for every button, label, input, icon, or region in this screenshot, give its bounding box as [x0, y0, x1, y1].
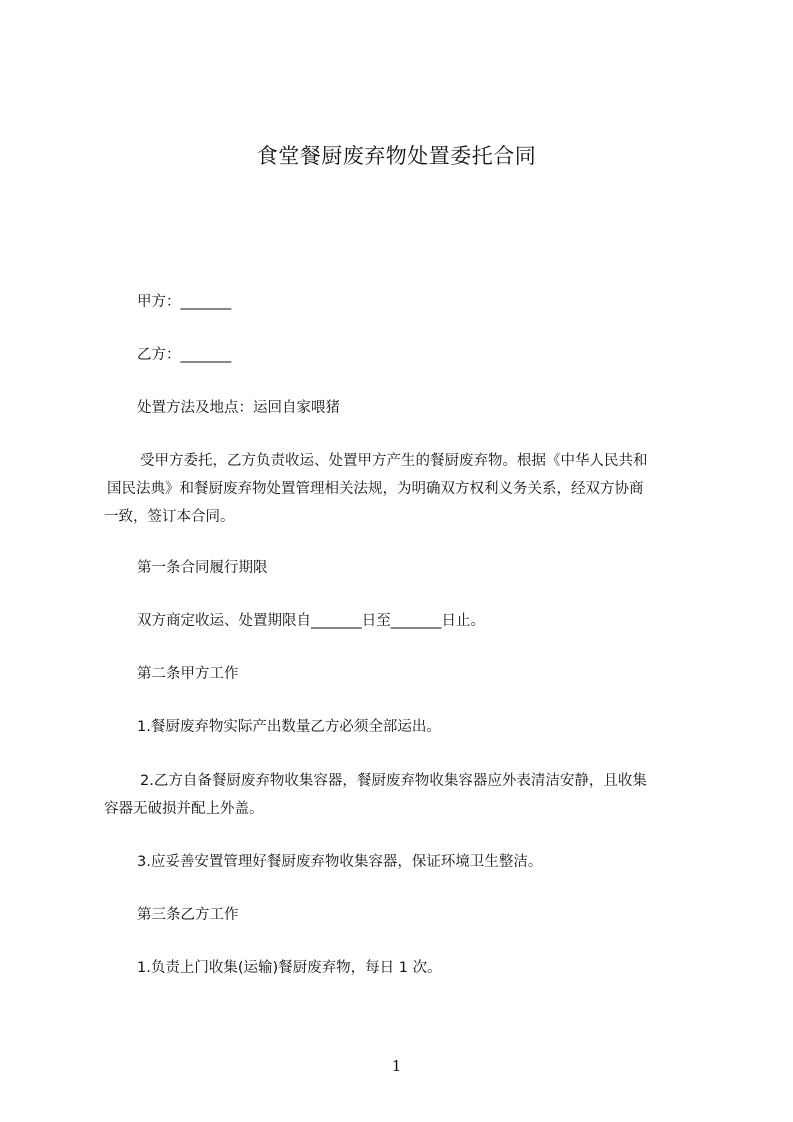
intro-paragraph-line-1: 受甲方委托，乙方负责收运、处置甲方产生的餐厨废弃物。根据《中华人民共和 — [140, 453, 648, 469]
disposal-method-line: 处置方法及地点：运回自家喂猪 — [137, 400, 340, 416]
article-2-item-1: 1.餐厨废弃物实际产出数量乙方必须全部运出。 — [137, 719, 441, 735]
page-number: 1 — [391, 1057, 402, 1075]
article-1-text: 双方商定收运、处置期限自_______日至_______日止。 — [137, 613, 485, 629]
article-3-heading: 第三条乙方工作 — [137, 907, 239, 923]
article-2-item-2-line-1: 2.乙方自备餐厨废弃物收集容器，餐厨废弃物收集容器应外表清洁安静，且收集 — [140, 773, 647, 789]
intro-paragraph-line-3: 一致，签订本合同。 — [104, 509, 235, 525]
intro-paragraph-line-2: 国民法典》和餐厨废弃物处置管理相关法规，为明确双方权利义务关系，经双方协商 — [107, 481, 644, 497]
article-1-heading: 第一条合同履行期限 — [137, 560, 268, 576]
party-b-line: 乙方：_______ — [137, 347, 232, 363]
party-a-line: 甲方：_______ — [137, 294, 232, 310]
document-title: 食堂餐厨废弃物处置委托合同 — [256, 144, 537, 168]
article-3-item-1: 1.负责上门收集(运输)餐厨废弃物，每日 1 次。 — [137, 960, 442, 976]
article-2-heading: 第二条甲方工作 — [137, 666, 239, 682]
article-2-item-2-line-2: 容器无破损并配上外盖。 — [104, 801, 264, 817]
article-2-item-3: 3.应妥善安置管理好餐厨废弃物收集容器，保证环境卫生整洁。 — [137, 854, 543, 870]
